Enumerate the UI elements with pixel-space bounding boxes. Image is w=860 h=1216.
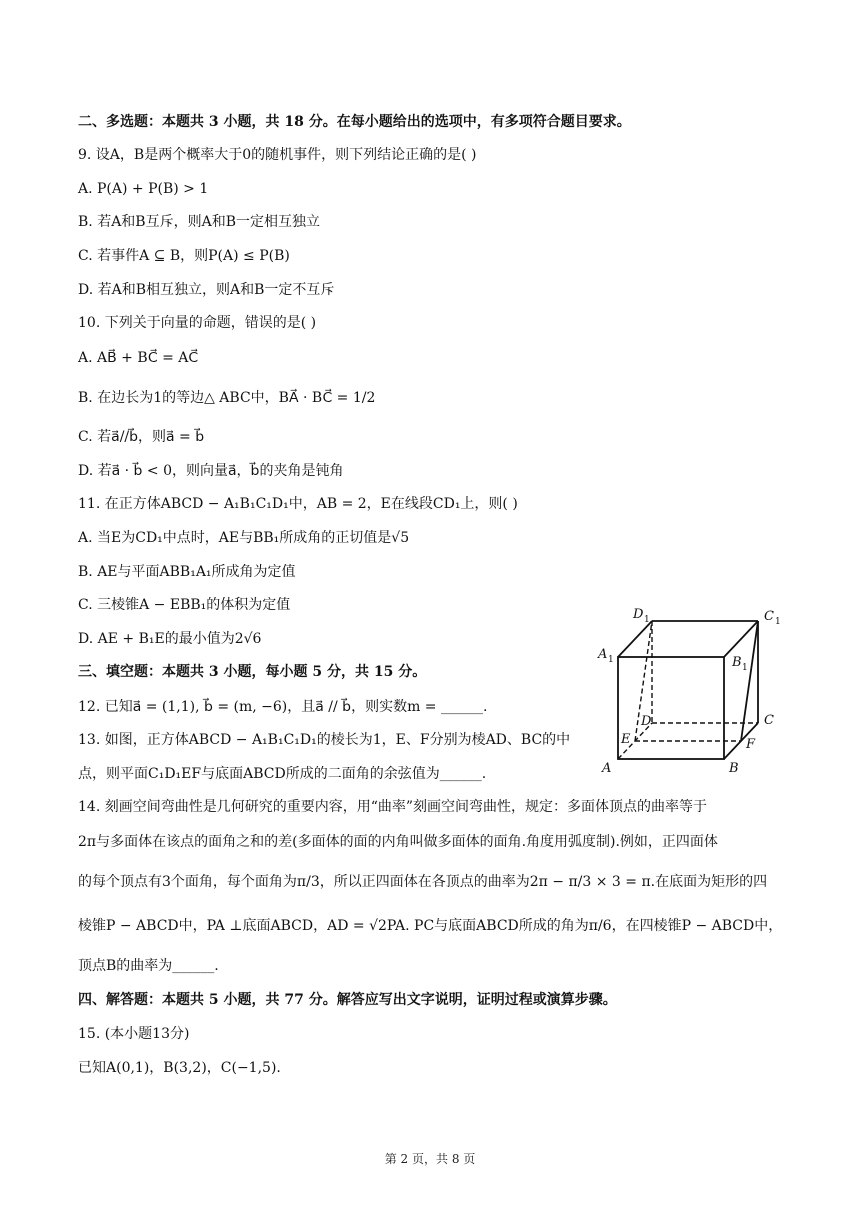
question-14-line-2: 2π与多面体在该点的面角之和的差(多面体的面的内角叫做多面体的面角.角度用弧度制).例如，正四面体 bbox=[78, 834, 718, 850]
question-11-option-c: C. 三棱锥A − EBB₁的体积为定值 bbox=[78, 597, 291, 613]
question-9-option-c: C. 若事件A ⊆ B，则P(A) ≤ P(B) bbox=[78, 248, 290, 264]
section-solution-heading: 四、解答题：本题共 5 小题，共 77 分。解答应写出文字说明，证明过程或演算步骤。 bbox=[78, 992, 617, 1008]
label-e: E bbox=[621, 732, 631, 747]
question-11-option-a: A. 当E为CD₁中点时，AE与BB₁所成角的正切值是√5 bbox=[78, 530, 410, 546]
label-c: C bbox=[764, 713, 774, 728]
question-14-line-4: 棱锥P − ABCD中，PA ⊥底面ABCD，AD = √2PA. PC与底面ABCD所成的角为π/6，在四棱锥P − ABCD中， bbox=[78, 918, 783, 934]
cube-figure bbox=[590, 600, 790, 775]
question-13-line-1: 13. 如图，正方体ABCD − A₁B₁C₁D₁的棱长为1，E、F分别为棱AD、BC的中 bbox=[78, 732, 571, 748]
question-14-line-5: 顶点B的曲率为______. bbox=[78, 958, 219, 974]
label-c1: C bbox=[764, 609, 774, 624]
question-10-option-b: B. 在边长为1的等边△ ABC中，BA⃗ · BC⃗ = 1/2 bbox=[78, 390, 376, 406]
question-14-line-1: 14. 刻画空间弯曲性是几何研究的重要内容，用“曲率”刻画空间弯曲性，规定：多面体顶点的曲率等于 bbox=[78, 799, 708, 815]
page-footer: 第 2 页，共 8 页 bbox=[384, 1152, 476, 1166]
label-b1: B bbox=[732, 655, 742, 670]
label-f: F bbox=[746, 737, 756, 752]
question-15-header: 15. (本小题13分) bbox=[78, 1026, 190, 1042]
edge-a1-d1 bbox=[618, 621, 652, 657]
question-14-line-3: 的每个顶点有3个面角，每个面角为π/3，所以正四面体在各顶点的曲率为2π − π/3 × 3 = π.在底面为矩形的四 bbox=[78, 874, 768, 890]
question-11-option-d: D. AE + B₁E的最小值为2√6 bbox=[78, 631, 262, 647]
question-9-option-a: A. P(A) + P(B) > 1 bbox=[78, 181, 209, 197]
question-12: 12. 已知a⃗ = (1,1), b⃗ = (m, −6)，且a⃗ // b⃗，则实数m = ______. bbox=[78, 699, 488, 715]
question-10-option-a: A. AB⃗ + BC⃗ = AC⃗ bbox=[78, 350, 199, 366]
question-9-option-b: B. 若A和B互斥，则A和B一定相互独立 bbox=[78, 214, 320, 230]
question-9-stem: 9. 设A，B是两个概率大于0的随机事件，则下列结论正确的是( ) bbox=[78, 147, 477, 163]
question-10-stem: 10. 下列关于向量的命题，错误的是( ) bbox=[78, 315, 317, 331]
label-b: B bbox=[729, 761, 739, 775]
label-b1-subscript: 1 bbox=[742, 663, 748, 673]
question-10-option-d: D. 若a⃗ · b⃗ < 0，则向量a⃗，b⃗的夹角是钝角 bbox=[78, 463, 344, 479]
question-11-stem: 11. 在正方体ABCD − A₁B₁C₁D₁中，AB = 2，E在线段CD₁上，则( ) bbox=[78, 496, 518, 512]
label-d1-subscript: 1 bbox=[644, 615, 650, 625]
label-d1: D bbox=[633, 607, 644, 622]
label-a1: A bbox=[598, 647, 608, 662]
question-9-option-d: D. 若A和B相互独立，则A和B一定不互斥 bbox=[78, 282, 335, 298]
label-a1-subscript: 1 bbox=[608, 655, 614, 665]
section-multi-choice-heading: 二、多选题：本题共 3 小题，共 18 分。在每小题给出的选项中，有多项符合题目要求。 bbox=[78, 114, 631, 130]
label-c1-subscript: 1 bbox=[775, 617, 781, 627]
cube-front-face bbox=[618, 657, 724, 759]
question-13-line-2: 点，则平面C₁D₁EF与底面ABCD所成的二面角的余弦值为______. bbox=[78, 766, 487, 782]
question-11-option-b: B. AE与平面ABB₁A₁所成角为定值 bbox=[78, 564, 296, 580]
label-d: D bbox=[641, 714, 652, 729]
section-fill-in-heading: 三、填空题：本题共 3 小题，每小题 5 分，共 15 分。 bbox=[78, 664, 427, 680]
question-10-option-c: C. 若a⃗//b⃗，则a⃗ = b⃗ bbox=[78, 429, 205, 445]
question-15-given: 已知A(0,1)，B(3,2)，C(−1,5). bbox=[78, 1060, 281, 1076]
label-a: A bbox=[602, 761, 612, 775]
